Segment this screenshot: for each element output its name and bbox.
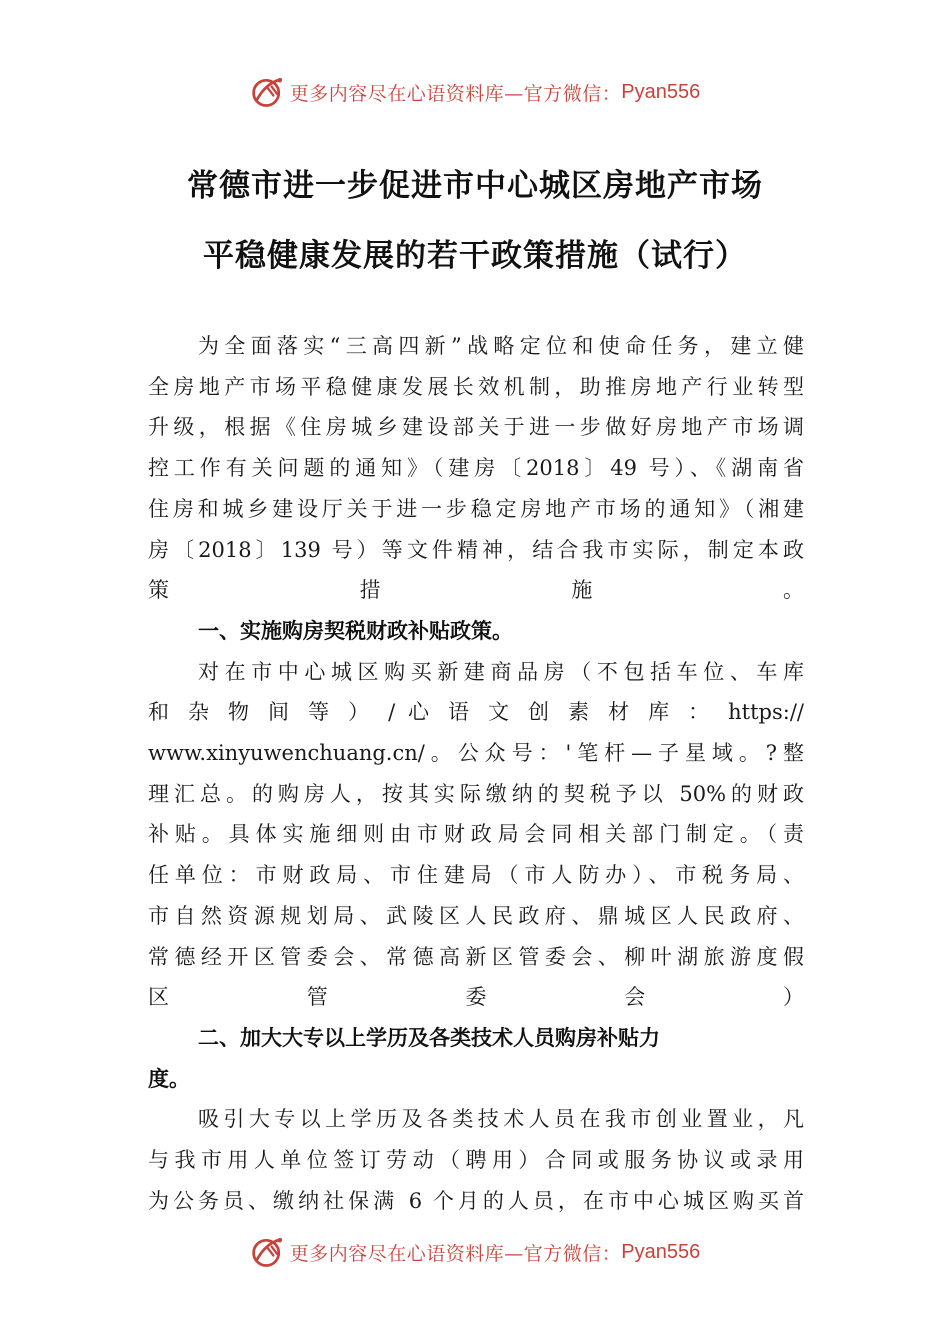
intro-line: 为全面落实“三高四新”战略定位和使命任务，建立健 [198,334,804,358]
intro-line: 全房地产市场平稳健康发展长效机制，助推房地产行业转型 [148,374,804,399]
section-1-line: 和 杂 物 间 等 ） / 心 语 文 创 素 材 库 ： https:// [148,700,804,725]
section-1-line: www.xinyuwenchuang.cn/。公众号：'笔杆—子星域。?整 [148,741,804,766]
intro-line: 策措施。 [148,578,804,603]
watermark-wechat-id: Pyan556 [621,1240,701,1263]
section-2-paragraph [148,1099,804,1221]
section-1-paragraph [148,652,804,1018]
watermark-text: 更多内容尽在心语资料库—官方微信： [289,82,622,105]
section-1-line: 常德经开区管委会、常德高新区管委会、柳叶湖旅游度假 [148,944,804,969]
section-2-heading-line: 度。 [148,1066,190,1091]
watermark-banner-top [0,70,950,114]
brush-seal-icon [250,74,286,110]
intro-paragraph [148,326,804,611]
section-1-heading: 一、实施购房契税财政补贴政策。 [198,618,513,643]
section-1-line: 市自然资源规划局、武陵区人民政府、鼎城区人民政府、 [148,903,804,928]
watermark-banner-bottom [0,1230,950,1274]
document-body [148,326,804,1221]
intro-line: 控工作有关问题的通知》（建房〔2018〕49 号）、《湖南省 [148,456,804,481]
section-2-heading [148,1018,804,1099]
intro-line: 房〔2018〕139 号）等文件精神，结合我市实际，制定本政 [148,537,804,562]
document-title-line-2: 平稳健康发展的若干政策措施（试行） [203,238,747,274]
section-2-line: 与我市用人单位签订劳动（聘用）合同或服务协议或录用 [148,1148,804,1173]
section-1-line: 任单位：市财政局、市住建局（市人防办）、市税务局、 [148,863,804,888]
watermark-text: 更多内容尽在心语资料库—官方微信： [289,1242,622,1265]
section-2-line: 吸引大专以上学历及各类技术人员在我市创业置业，凡 [198,1107,804,1132]
section-2-heading-line: 二、加大大专以上学历及各类技术人员购房补贴力 [198,1025,660,1050]
section-1-line: 理汇总。的购房人，按其实际缴纳的契税予以 50%的财政 [148,781,804,806]
intro-line: 住房和城乡建设厅关于进一步稳定房地产市场的通知》（湘建 [148,496,804,521]
section-1-line: 补贴。具体实施细则由市财政局会同相关部门制定。（责 [148,822,804,847]
intro-line: 升级，根据《住房城乡建设部关于进一步做好房地产市场调 [148,415,804,440]
brush-seal-icon [250,1234,286,1270]
document-title-line-1: 常德市进一步促进市中心城区房地产市场 [187,168,763,204]
watermark-wechat-id: Pyan556 [621,80,701,103]
section-1-line: 对在市中心城区购买新建商品房（不包括车位、车库 [198,659,804,684]
section-1-line: 区管委会） [148,985,804,1010]
section-2-line: 为公务员、缴纳社保满 6 个月的人员，在市中心城区购买首 [148,1188,804,1213]
